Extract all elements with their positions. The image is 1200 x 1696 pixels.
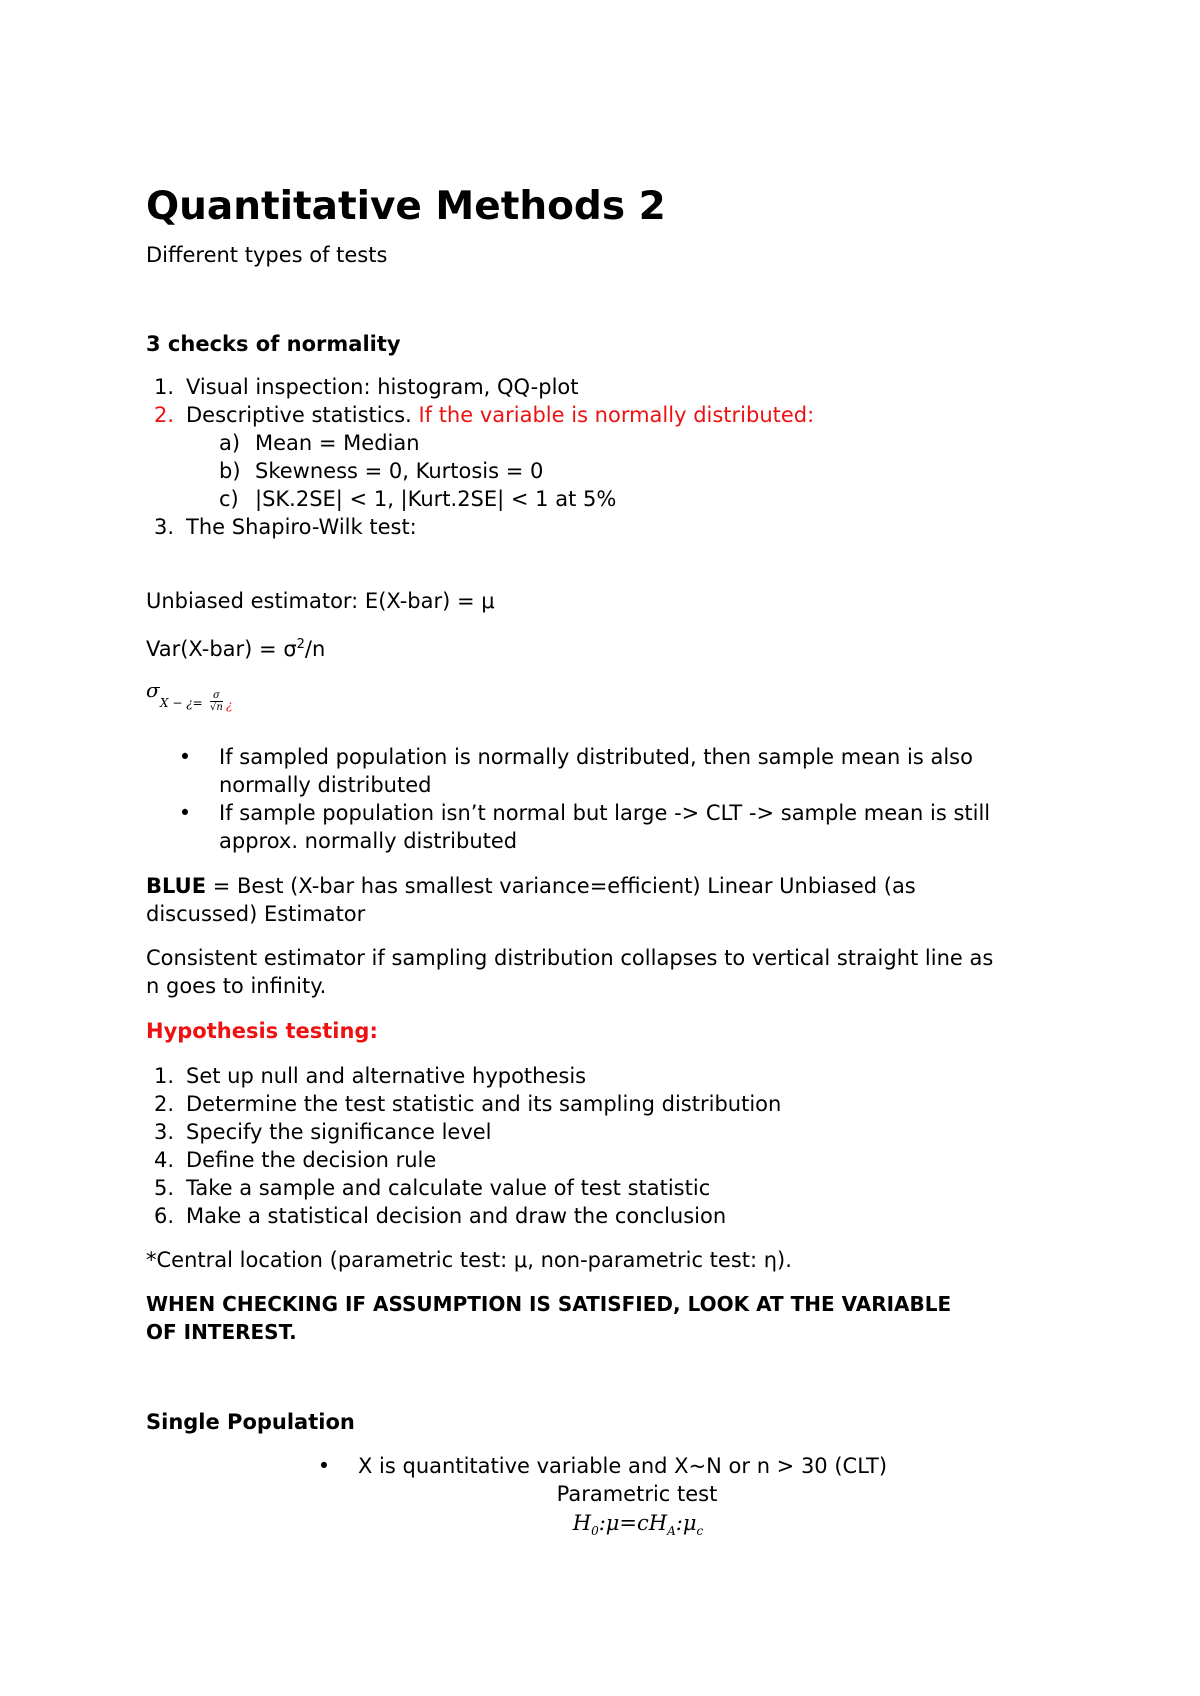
- bullet-item-1: • If sampled population is normally distributed, then sample mean is also: [219, 743, 973, 771]
- normality-item-2: [153, 401, 815, 429]
- variance-line: $Var(X-bar) = \sigma^2/n$: [146, 637, 326, 661]
- bullet-item-1-cont: normally distributed: [219, 773, 432, 797]
- list-text-highlight: If the variable is normally distributed:: [418, 403, 815, 427]
- formula-fraction: σ √n: [210, 690, 223, 713]
- sublist-letter: a): [219, 431, 241, 455]
- page-title: Quantitative Methods 2: [146, 184, 666, 229]
- single-population-bullet: • X is quantitative variable and X~N or n > 30 (CLT): [358, 1452, 887, 1480]
- parametric-test-label: Parametric test: [556, 1482, 718, 1506]
- sublist-text: Mean = Median: [255, 431, 420, 455]
- bullet-item-2-cont: approx. normally distributed: [219, 829, 518, 853]
- normality-item-1: [153, 373, 579, 401]
- list-text: Visual inspection: histogram, QQ-plot: [186, 375, 579, 399]
- hypothesis-step-3: 3. Specify the significance level: [153, 1120, 492, 1144]
- formula-subscript: X − ¿=: [160, 696, 203, 710]
- hypothesis-step-4: 4. Define the decision rule: [153, 1148, 437, 1172]
- consistent-estimator-cont: n goes to infinity.: [146, 974, 327, 998]
- normality-subitem-a: [219, 429, 420, 457]
- normality-subitem-c: [219, 485, 616, 513]
- single-population-heading: Single Population: [146, 1410, 355, 1434]
- sublist-text: Skewness = 0, Kurtosis = 0: [255, 459, 544, 483]
- assumption-note-cont: OF INTEREST.: [146, 1320, 297, 1344]
- sublist-letter: c): [219, 487, 239, 511]
- blue-definition-cont: discussed) Estimator: [146, 902, 366, 926]
- bullet-dot: •: [178, 801, 192, 825]
- consistent-estimator: Consistent estimator if sampling distribution collapses to vertical straight line as: [146, 946, 994, 970]
- list-text: The Shapiro-Wilk test:: [186, 515, 417, 539]
- bullet-dot: •: [317, 1454, 331, 1478]
- bullet-dot: •: [178, 745, 192, 769]
- sigma-symbol: σ: [146, 678, 160, 702]
- hypothesis-step-1: 1. Set up null and alternative hypothesis: [153, 1064, 587, 1088]
- central-location-note: *Central location (parametric test: μ, non-parametric test: η).: [146, 1248, 792, 1272]
- page-subtitle: Different types of tests: [146, 243, 388, 267]
- formula-tail: ¿: [226, 698, 233, 712]
- list-number: 1.: [153, 375, 174, 399]
- hypothesis-step-6: 6. Make a statistical decision and draw the conclusion: [153, 1204, 727, 1228]
- hypothesis-step-2: 2. Determine the test statistic and its sampling distribution: [153, 1092, 782, 1116]
- assumption-note: WHEN CHECKING IF ASSUMPTION IS SATISFIED, LOOK AT THE VARIABLE: [146, 1292, 952, 1316]
- sublist-letter: b): [219, 459, 241, 483]
- normality-item-3: [153, 513, 417, 541]
- list-number: 3.: [153, 515, 174, 539]
- hypothesis-heading: Hypothesis testing:: [146, 1019, 378, 1043]
- normality-subitem-b: [219, 457, 543, 485]
- sublist-text: |SK.2SE| < 1, |Kurt.2SE| < 1 at 5%: [255, 487, 617, 511]
- list-number: 2.: [153, 403, 174, 427]
- unbiased-estimator-line: Unbiased estimator: E(X-bar) = μ: [146, 589, 495, 613]
- list-text: Descriptive statistics.: [186, 403, 412, 427]
- standard-error-formula: [146, 678, 160, 702]
- bullet-item-2: • If sample population isn’t normal but large -> CLT -> sample mean is still: [219, 799, 990, 827]
- normality-heading: 3 checks of normality: [146, 332, 401, 356]
- hypothesis-formula: $H_0:\mu=cH_A:\mu_c$: [572, 1511, 704, 1538]
- blue-definition: BLUE = Best (X-bar has smallest variance=efficient) Linear Unbiased (as: [146, 874, 916, 898]
- hypothesis-step-5: 5. Take a sample and calculate value of test statistic: [153, 1176, 711, 1200]
